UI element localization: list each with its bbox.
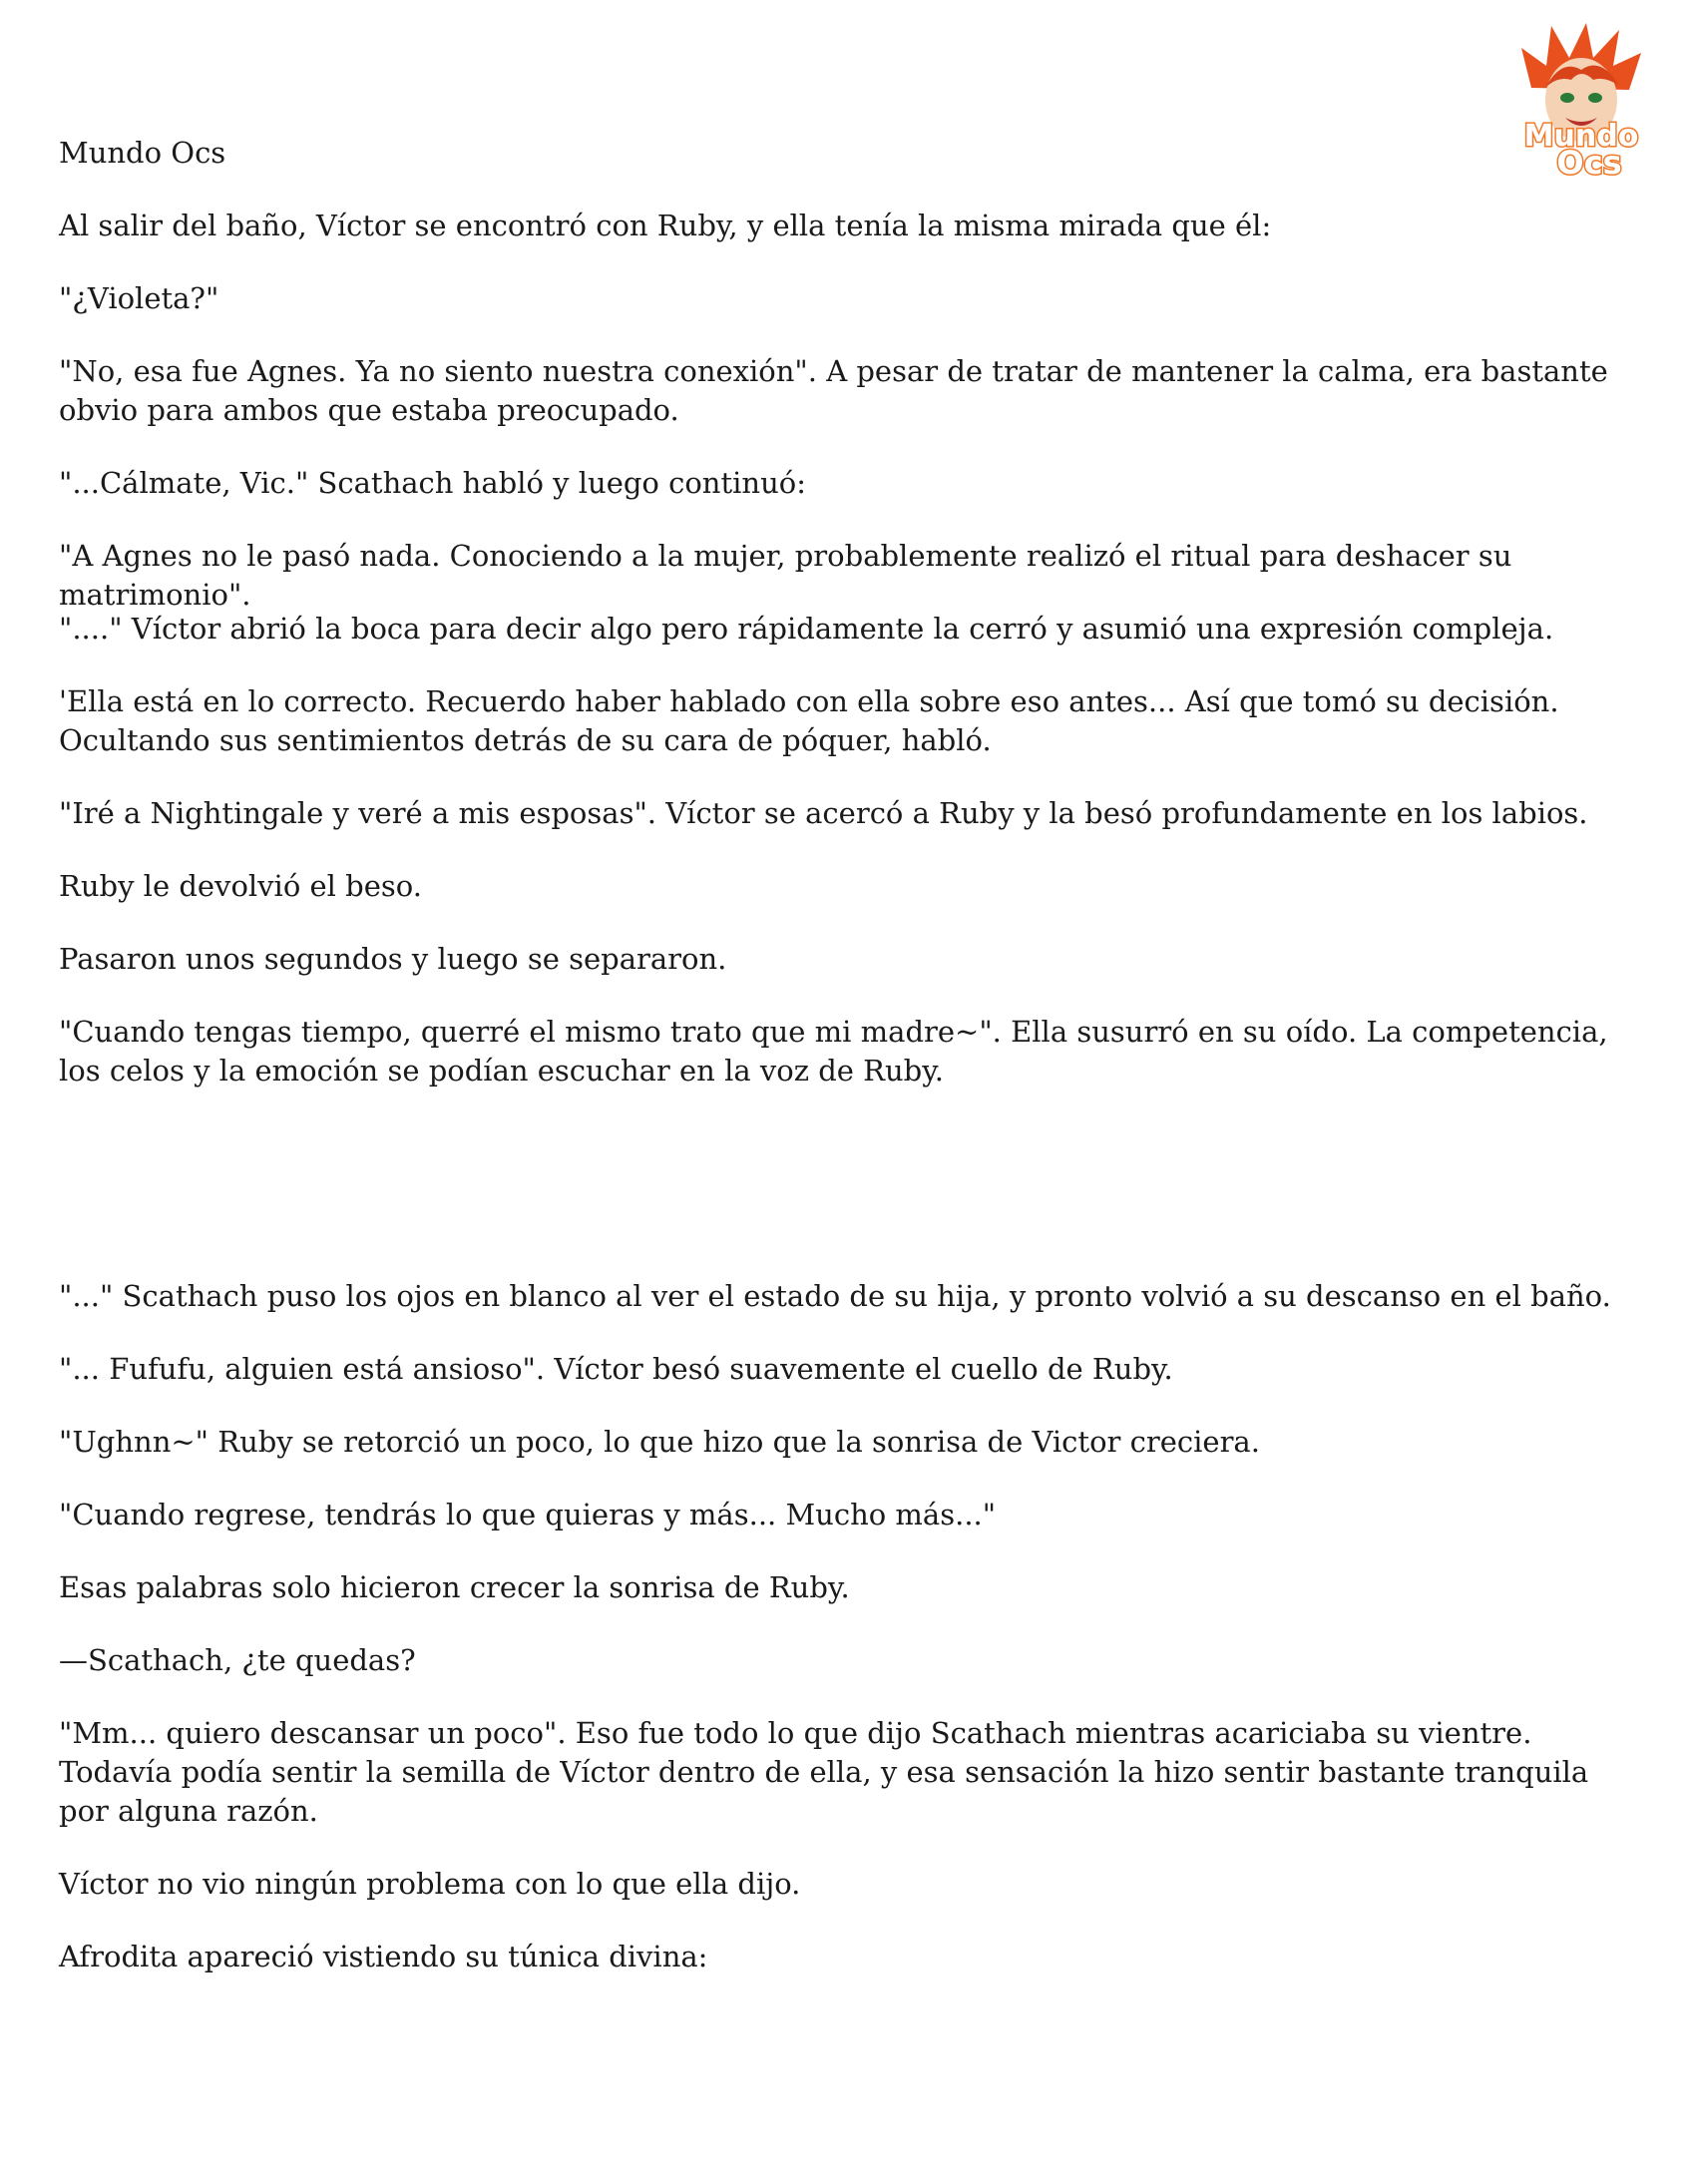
paragraph-4: "...Cálmate, Vic." Scathach habló y luego continuó:: [59, 466, 807, 500]
paragraph-17: —Scathach, ¿te quedas?: [59, 1643, 416, 1677]
paragraph-20: Afrodita apareció vistiendo su túnica divina:: [59, 1940, 708, 1973]
mundo-ocs-logo: [1501, 18, 1661, 180]
paragraph-15: "Cuando regrese, tendrás lo que quieras y más... Mucho más...": [59, 1498, 997, 1531]
paragraph-8: "Iré a Nightingale y veré a mis esposas". Víctor se acercó a Ruby y la besó profundamente en los labios.: [59, 796, 1588, 830]
paragraph-11: "Cuando tengas tiempo, querré el mismo trato que mi madre~". Ella susurró en su oído. La competencia, los celos y la emoción se podían escuchar en la voz de Ruby.: [59, 1015, 1608, 1088]
paragraph-14: "Ughnn~" Ruby se retorció un poco, lo que hizo que la sonrisa de Victor creciera.: [59, 1425, 1260, 1459]
paragraph-6: "...." Víctor abrió la boca para decir algo pero rápidamente la cerró y asumió una expresión compleja.: [59, 612, 1554, 646]
paragraph-9: Ruby le devolvió el beso.: [59, 869, 422, 903]
logo-text-line2: Ocs: [1556, 144, 1622, 180]
paragraph-19: Víctor no vio ningún problema con lo que ella dijo.: [59, 1867, 801, 1901]
paragraph-13: "... Fufufu, alguien está ansioso". Víctor besó suavemente el cuello de Ruby.: [59, 1352, 1173, 1386]
paragraph-3: "No, esa fue Agnes. Ya no siento nuestra conexión". A pesar de tratar de mantener la calma, era bastante obvio para ambos que estaba preocupado.: [59, 354, 1608, 427]
logo-text-line1: Mundo: [1523, 119, 1639, 154]
paragraph-header: Mundo Ocs: [59, 136, 226, 170]
document-page: [59, 0, 1645, 2184]
paragraph-2: "¿Violeta?": [59, 281, 219, 315]
paragraph-1: Al salir del baño, Víctor se encontró con Ruby, y ella tenía la misma mirada que él:: [59, 209, 1272, 242]
paragraph-16: Esas palabras solo hicieron crecer la sonrisa de Ruby.: [59, 1570, 850, 1604]
paragraph-12: "..." Scathach puso los ojos en blanco al ver el estado de su hija, y pronto volvió a su descanso en el baño.: [59, 1279, 1611, 1313]
paragraph-5: "A Agnes no le pasó nada. Conociendo a la mujer, probablemente realizó el ritual para deshacer su matrimonio".: [59, 539, 1512, 612]
paragraph-10: Pasaron unos segundos y luego se separaron.: [59, 942, 727, 976]
paragraph-7: 'Ella está en lo correcto. Recuerdo haber hablado con ella sobre eso antes... Así que tomó su decisión. Ocultando sus sentimientos detrás de su cara de póquer, habló.: [59, 684, 1559, 757]
paragraph-18: "Mm... quiero descansar un poco". Eso fue todo lo que dijo Scathach mientras acariciaba su vientre. Todavía podía sentir la semilla de Víctor dentro de ella, y esa sensación la hizo sentir bastante tranquila por alguna razón.: [59, 1716, 1589, 1828]
